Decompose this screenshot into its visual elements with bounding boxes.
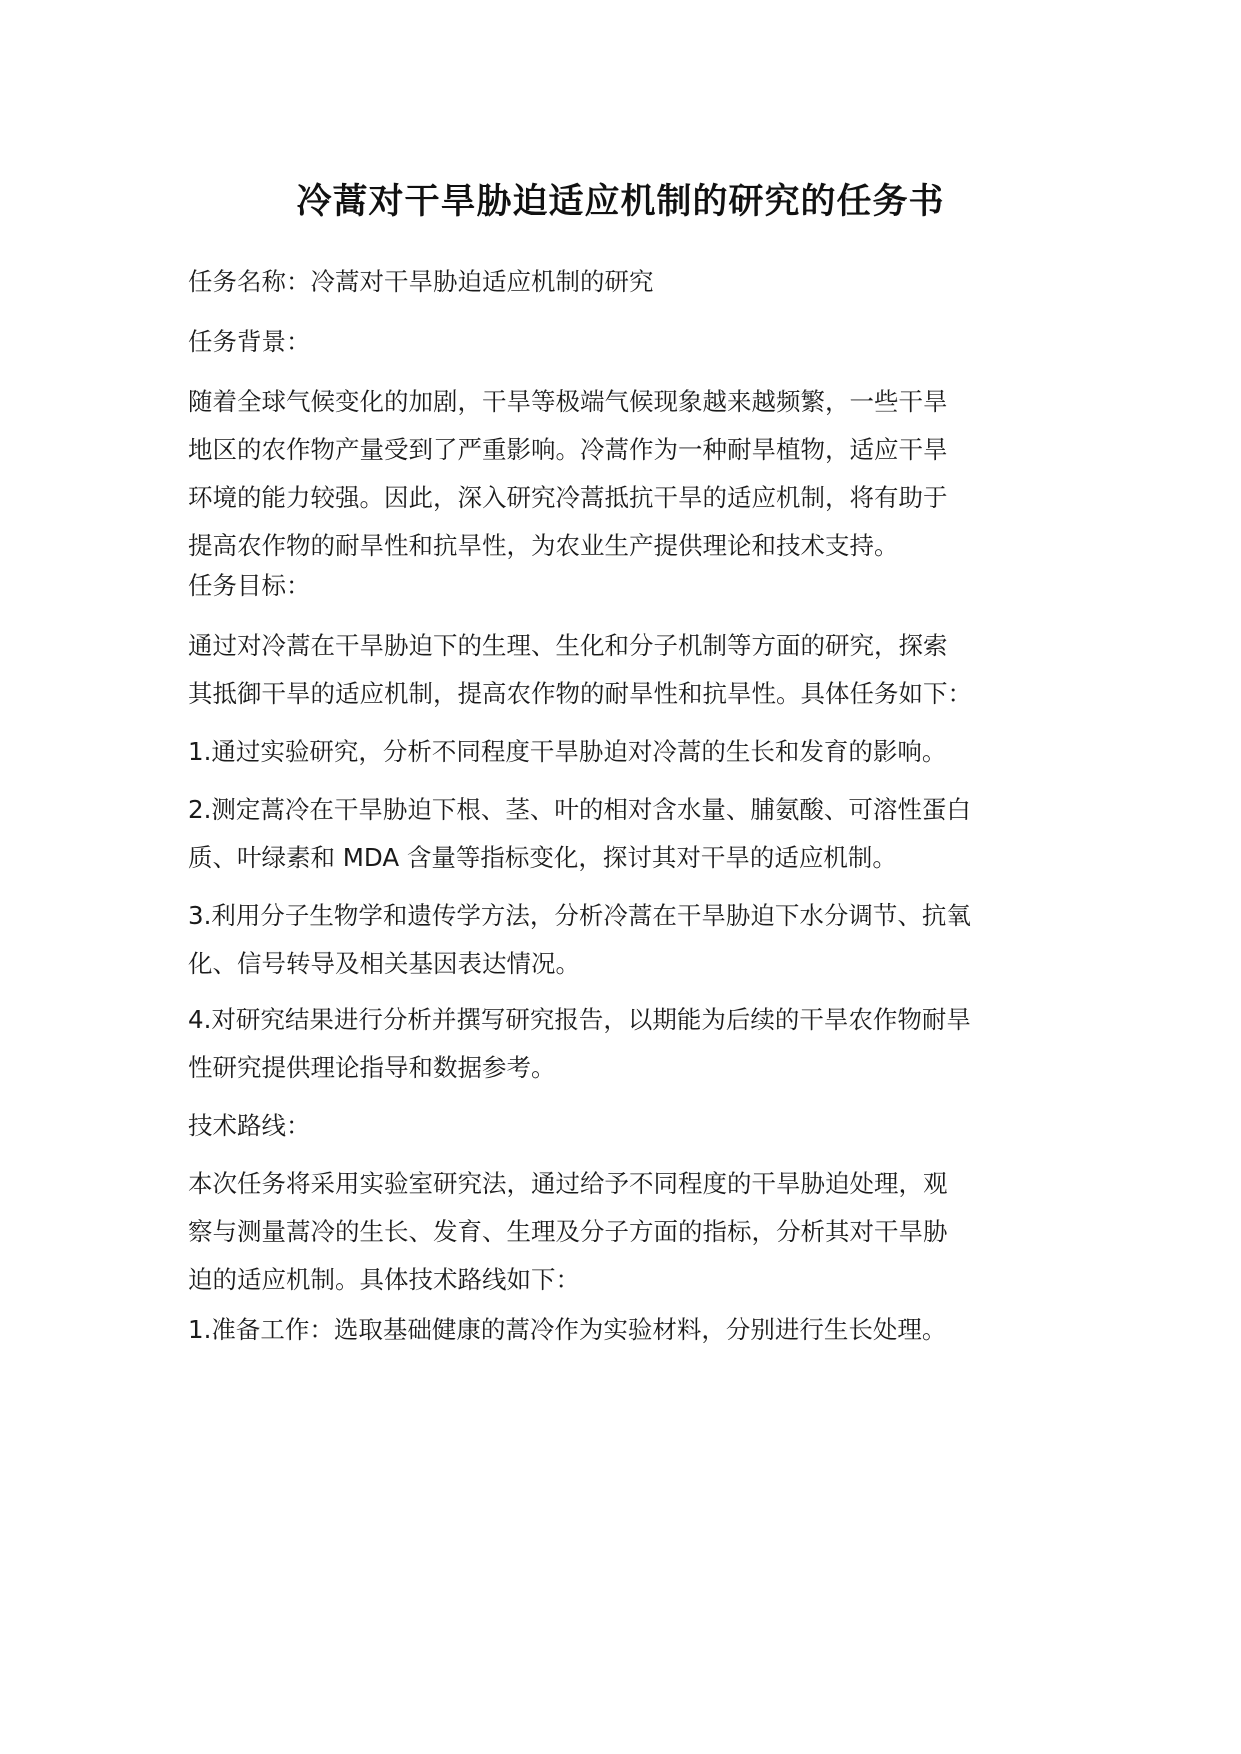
text-line: 质、叶绿素和 MDA 含量等指标变化，探讨其对干旱的适应机制。 xyxy=(188,843,897,872)
text-line: 察与测量蒿冷的生长、发育、生理及分子方面的指标，分析其对干旱胁 xyxy=(188,1217,948,1246)
task-item-2 xyxy=(188,786,1088,882)
route-item-1 xyxy=(188,1306,1088,1354)
text-line: 3.利用分子生物学和遗传学方法，分析冷蒿在干旱胁迫下水分调节、抗氧 xyxy=(188,901,971,930)
text-line: 2.测定蒿冷在干旱胁迫下根、茎、叶的相对含水量、脯氨酸、可溶性蛋白 xyxy=(188,795,971,824)
document-title: 冷蒿对干旱胁迫适应机制的研究的任务书 xyxy=(296,182,945,222)
text-line: 本次任务将采用实验室研究法，通过给予不同程度的干旱胁迫处理，观 xyxy=(188,1169,948,1198)
background-heading xyxy=(188,318,1088,366)
task-item-3 xyxy=(188,892,1088,988)
text-line: 其抵御干旱的适应机制，提高农作物的耐旱性和抗旱性。具体任务如下： xyxy=(188,679,972,708)
text-line: 随着全球气候变化的加剧，干旱等极端气候现象越来越频繁，一些干旱 xyxy=(188,387,948,416)
task-item-1 xyxy=(188,728,1088,776)
task-item-4 xyxy=(188,996,1088,1092)
technical-route-paragraph xyxy=(188,1160,1088,1304)
text-line: 地区的农作物产量受到了严重影响。冷蒿作为一种耐旱植物，适应干旱 xyxy=(188,435,948,464)
task-name-paragraph xyxy=(188,258,1088,306)
text-line: 技术路线： xyxy=(188,1111,311,1140)
text-line: 提高农作物的耐旱性和抗旱性，为农业生产提供理论和技术支持。 xyxy=(188,531,899,560)
text-line: 环境的能力较强。因此，深入研究冷蒿抵抗干旱的适应机制，将有助于 xyxy=(188,483,948,512)
text-line: 任务目标： xyxy=(188,571,311,600)
text-line: 任务名称：冷蒿对干旱胁迫适应机制的研究 xyxy=(188,267,654,296)
text-line: 1.准备工作：选取基础健康的蒿冷作为实验材料，分别进行生长处理。 xyxy=(188,1315,947,1344)
text-line: 4.对研究结果进行分析并撰写研究报告，以期能为后续的干旱农作物耐旱 xyxy=(188,1005,971,1034)
technical-route-heading xyxy=(188,1102,1088,1150)
goal-heading xyxy=(188,562,1088,610)
text-line: 性研究提供理论指导和数据参考。 xyxy=(188,1053,556,1082)
background-paragraph xyxy=(188,378,1088,570)
text-line: 任务背景： xyxy=(188,327,311,356)
goal-paragraph xyxy=(188,622,1088,718)
text-line: 迫的适应机制。具体技术路线如下： xyxy=(188,1265,580,1294)
text-line: 化、信号转导及相关基因表达情况。 xyxy=(188,949,580,978)
text-line: 1.通过实验研究，分析不同程度干旱胁迫对冷蒿的生长和发育的影响。 xyxy=(188,737,947,766)
text-line: 通过对冷蒿在干旱胁迫下的生理、生化和分子机制等方面的研究，探索 xyxy=(188,631,948,660)
